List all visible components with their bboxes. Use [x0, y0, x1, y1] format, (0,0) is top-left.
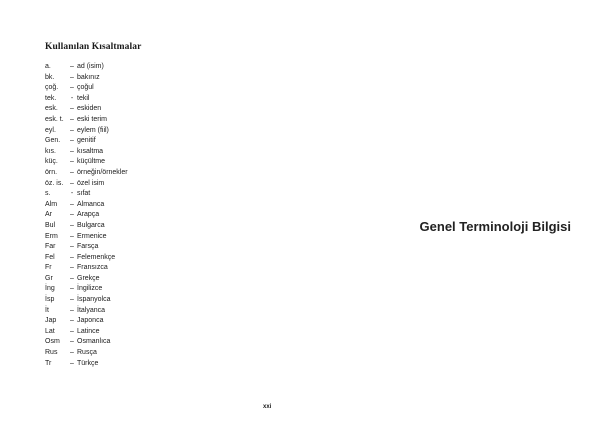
abbreviation-key: tek.: [45, 94, 57, 102]
abbreviation-meaning: Fransızca: [77, 264, 108, 272]
abbreviation-dash: –: [70, 147, 74, 155]
abbreviation-meaning: ad (isim): [77, 63, 104, 70]
abbreviation-key: küç.: [45, 158, 58, 166]
abbreviation-dash: –: [70, 158, 74, 166]
abbreviation-dash: –: [70, 126, 74, 134]
abbreviation-dash: -: [70, 94, 74, 102]
abbreviation-meaning: Latince: [77, 327, 100, 335]
abbreviation-key: a.: [45, 63, 51, 70]
abbreviation-key: Ar: [45, 211, 52, 219]
abbreviation-meaning: Türkçe: [77, 359, 99, 367]
abbreviation-dash: –: [70, 137, 74, 145]
abbreviation-meaning: Grekçe: [77, 274, 100, 282]
abbreviation-meaning: Arapça: [77, 211, 100, 219]
abbreviation-dash: –: [70, 253, 74, 261]
abbreviation-meaning: Rusça: [77, 349, 97, 357]
abbreviation-dash: –: [70, 63, 74, 70]
abbreviation-meaning: eskiden: [77, 105, 102, 113]
abbreviation-dash: –: [70, 306, 74, 314]
abbreviation-dash: –: [70, 73, 74, 81]
abbreviation-key: Fel: [45, 253, 55, 261]
abbreviation-dash: –: [70, 274, 74, 282]
abbreviation-key: çoğ.: [45, 84, 59, 92]
abbreviation-key: Gen.: [45, 137, 61, 145]
abbreviation-dash: –: [70, 221, 74, 229]
abbreviation-meaning: Felemenkçe: [77, 253, 116, 261]
abbreviation-key: kıs.: [45, 147, 56, 155]
abbreviation-meaning: genitif: [77, 137, 96, 145]
abbreviation-dash: –: [70, 338, 74, 346]
abbreviation-dash: –: [70, 168, 74, 176]
abbreviation-meaning: sıfat: [77, 190, 91, 198]
abbreviation-meaning: eylem (fiil): [77, 126, 109, 134]
abbreviation-meaning: tekil: [77, 94, 90, 102]
abbreviation-dash: –: [70, 359, 74, 367]
abbreviation-meaning: özel isim: [77, 179, 105, 187]
abbreviation-key: s.: [45, 190, 51, 198]
abbreviation-key: öz. is.: [45, 179, 64, 187]
abbreviation-dash: –: [70, 296, 74, 304]
section-title: Genel Terminoloji Bilgisi: [419, 219, 571, 234]
abbreviation-key: esk. t.: [45, 115, 64, 123]
abbreviation-meaning: Osmanlıca: [77, 338, 111, 346]
abbreviation-dash: –: [70, 317, 74, 325]
abbreviation-key: Lat: [45, 327, 55, 335]
abbreviation-key: esk.: [45, 105, 58, 113]
abbreviation-meaning: Farsça: [77, 243, 99, 251]
abbreviation-key: Bul: [45, 221, 56, 229]
abbreviation-dash: –: [70, 232, 74, 240]
abbreviation-key: Gr: [45, 274, 53, 282]
abbreviation-key: İng: [45, 285, 55, 293]
abbreviation-dash: -: [70, 190, 74, 198]
abbreviation-meaning: Japonca: [77, 317, 104, 325]
abbreviations-heading: Kullanılan Kısaltmalar: [45, 42, 142, 52]
abbreviation-key: bk.: [45, 73, 55, 81]
abbreviation-meaning: İtalyanca: [77, 306, 106, 314]
abbreviation-meaning: İngilizce: [77, 285, 103, 293]
abbreviation-meaning: çoğul: [77, 84, 94, 92]
abbreviation-meaning: eski terim: [77, 115, 107, 123]
abbreviation-dash: –: [70, 115, 74, 123]
abbreviation-dash: –: [70, 84, 74, 92]
abbreviation-key: Erm: [45, 232, 58, 240]
abbreviation-key: Rus: [45, 349, 58, 357]
abbreviation-key: Alm: [45, 200, 58, 208]
abbreviation-key: Tr: [45, 359, 52, 367]
abbreviation-key: Fr: [45, 264, 52, 272]
abbreviation-meaning: İspanyolca: [77, 296, 111, 304]
abbreviation-meaning: kısaltma: [77, 147, 104, 155]
abbreviation-dash: –: [70, 179, 74, 187]
abbreviation-key: Jap: [45, 317, 57, 325]
abbreviation-meaning: bakınız: [77, 73, 100, 81]
abbreviation-key: İsp: [45, 296, 55, 304]
abbreviation-meaning: örneğin/örnekler: [77, 168, 128, 176]
abbreviation-key: örn.: [45, 168, 58, 176]
abbreviation-meaning: küçültme: [77, 158, 106, 166]
abbreviation-key: eyl.: [45, 126, 56, 134]
abbreviation-key: Osm: [45, 338, 60, 346]
abbreviation-key: Far: [45, 243, 56, 251]
abbreviation-dash: –: [70, 105, 74, 113]
abbreviation-dash: –: [70, 200, 74, 208]
abbreviation-dash: –: [70, 243, 74, 251]
abbreviation-dash: –: [70, 211, 74, 219]
page-number: xxi: [263, 404, 272, 410]
abbreviation-meaning: Bulgarca: [77, 221, 105, 229]
abbreviation-dash: –: [70, 285, 74, 293]
abbreviation-key: İt: [45, 306, 49, 314]
abbreviation-dash: –: [70, 349, 74, 357]
abbreviation-meaning: Almanca: [77, 200, 105, 208]
abbreviation-meaning: Ermenice: [77, 232, 107, 240]
right-page: [300, 0, 600, 427]
abbreviation-dash: –: [70, 327, 74, 335]
abbreviation-dash: –: [70, 264, 74, 272]
